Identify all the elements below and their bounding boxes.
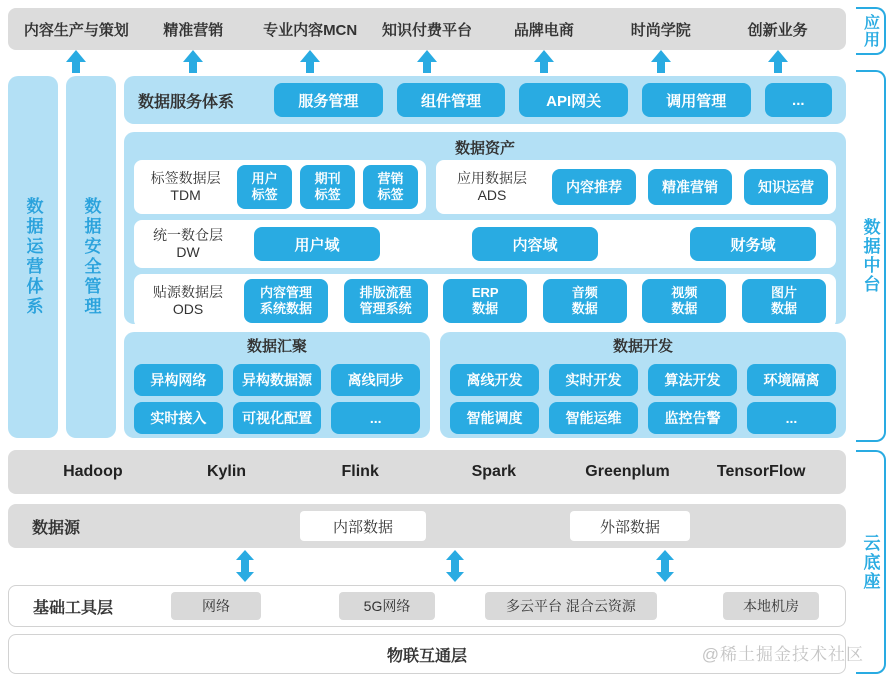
ellipsis-block: ... — [331, 402, 420, 434]
app-item: 时尚学院 — [630, 21, 691, 39]
ads-block: 精准营销 — [648, 169, 732, 205]
ods-block: 视频 数据 — [642, 279, 726, 323]
bar-label: 物联互通层 — [386, 647, 467, 665]
up-arrow-icon — [768, 50, 788, 76]
tech-item: Hadoop — [63, 463, 123, 480]
tdm-block: 营销 标签 — [363, 165, 418, 209]
development-block: 环境隔离 — [747, 364, 836, 396]
bar-label: 基础工具层 — [33, 599, 114, 617]
development-block: 智能调度 — [450, 402, 539, 434]
service-block: 服务管理 — [274, 83, 383, 117]
panel-title: 数据汇聚 — [246, 338, 307, 355]
base-tools-bar — [8, 585, 846, 627]
aggregation-block: 实时接入 — [134, 402, 223, 434]
tdm-layer-box — [134, 160, 426, 214]
app-item: 内容生产与策划 — [23, 21, 129, 39]
tech-item: Spark — [471, 463, 517, 480]
data-security-management-bar: 数据安全管理 — [66, 76, 116, 438]
compute-layer-bar — [8, 450, 846, 494]
tdm-block: 期刊 标签 — [300, 165, 355, 209]
ods-layer-box — [134, 274, 836, 328]
layer-label: 标签数据层 TDM — [150, 169, 221, 203]
double-arrows-row — [0, 550, 894, 584]
ads-block: 知识运营 — [744, 169, 828, 205]
network-box: 网络 — [171, 592, 261, 620]
development-block: 智能运维 — [549, 402, 638, 434]
up-arrow-icon — [183, 50, 203, 76]
bar-label: 数据源 — [32, 519, 81, 537]
tech-item: Greenplum — [585, 463, 670, 480]
double-arrow-icon — [656, 550, 674, 582]
ods-block: 内容管理 系统数据 — [244, 279, 328, 323]
data-operation-system-bar: 数据运营体系 — [8, 76, 58, 438]
development-block: 算法开发 — [648, 364, 737, 396]
data-service-panel — [124, 76, 846, 124]
external-data-box: 外部数据 — [570, 511, 690, 541]
ellipsis-block: ... — [765, 83, 832, 117]
development-block: 离线开发 — [450, 364, 539, 396]
layer-label: 贴源数据层 ODS — [153, 283, 223, 317]
data-development-panel — [440, 332, 846, 438]
ads-block: 内容推荐 — [552, 169, 636, 205]
data-platform-panels — [124, 76, 846, 438]
dw-layer-box — [134, 220, 836, 268]
up-arrow-icon — [534, 50, 554, 76]
ellipsis-block: ... — [747, 402, 836, 434]
aggregation-block: 异构网络 — [134, 364, 223, 396]
tech-item: Kylin — [206, 463, 247, 480]
up-arrow-icon — [417, 50, 437, 76]
app-item: 知识付费平台 — [382, 21, 473, 39]
ods-block: 音频 数据 — [543, 279, 627, 323]
panel-title: 数据资产 — [454, 140, 515, 157]
up-arrow-icon — [651, 50, 671, 76]
up-arrow-icon — [300, 50, 320, 76]
data-aggregation-panel — [124, 332, 430, 438]
panel-label: 数据服务体系 — [138, 93, 235, 111]
data-assets-panel — [124, 132, 846, 324]
aggregation-block: 异构数据源 — [233, 364, 322, 396]
tdm-block: 用户 标签 — [237, 165, 292, 209]
layer-label: 统一数仓层 DW — [153, 226, 223, 260]
aggregation-block: 离线同步 — [331, 364, 420, 396]
double-arrow-icon — [446, 550, 464, 582]
service-block: API网关 — [519, 83, 628, 117]
service-block: 调用管理 — [642, 83, 751, 117]
dw-block: 内容域 — [472, 227, 598, 261]
5g-network-box: 5G网络 — [339, 592, 435, 620]
application-layer-bar — [8, 8, 846, 50]
development-block: 监控告警 — [648, 402, 737, 434]
aggregation-block: 可视化配置 — [233, 402, 322, 434]
double-arrow-icon — [236, 550, 254, 582]
app-item: 专业内容MCN — [263, 21, 358, 39]
app-item: 品牌电商 — [513, 21, 574, 39]
application-side-bracket: 应用 — [856, 7, 886, 55]
tech-item: Flink — [341, 463, 379, 480]
internal-data-box: 内部数据 — [300, 511, 426, 541]
ods-block: ERP 数据 — [443, 279, 527, 323]
multicloud-box: 多云平台 混合云资源 — [485, 592, 657, 620]
cloud-base-side-bracket: 云底座 — [856, 450, 886, 674]
app-item: 创新业务 — [747, 21, 808, 39]
data-platform-side-bracket: 数据中台 — [856, 70, 886, 442]
development-block: 实时开发 — [549, 364, 638, 396]
data-source-bar — [8, 504, 846, 548]
ods-block: 排版流程 管理系统 — [344, 279, 428, 323]
app-item: 精准营销 — [163, 21, 224, 39]
watermark: @稀土掘金技术社区 — [701, 645, 864, 664]
service-block: 组件管理 — [397, 83, 506, 117]
local-datacenter-box: 本地机房 — [723, 592, 819, 620]
ads-layer-box — [436, 160, 836, 214]
tech-item: TensorFlow — [716, 463, 806, 480]
up-arrow-icon — [66, 50, 86, 76]
layer-label: 应用数据层 ADS — [457, 169, 527, 203]
dw-block: 财务域 — [690, 227, 816, 261]
up-arrows-row — [8, 50, 846, 76]
dw-block: 用户域 — [254, 227, 380, 261]
panel-title: 数据开发 — [612, 338, 673, 355]
ods-block: 图片 数据 — [742, 279, 826, 323]
